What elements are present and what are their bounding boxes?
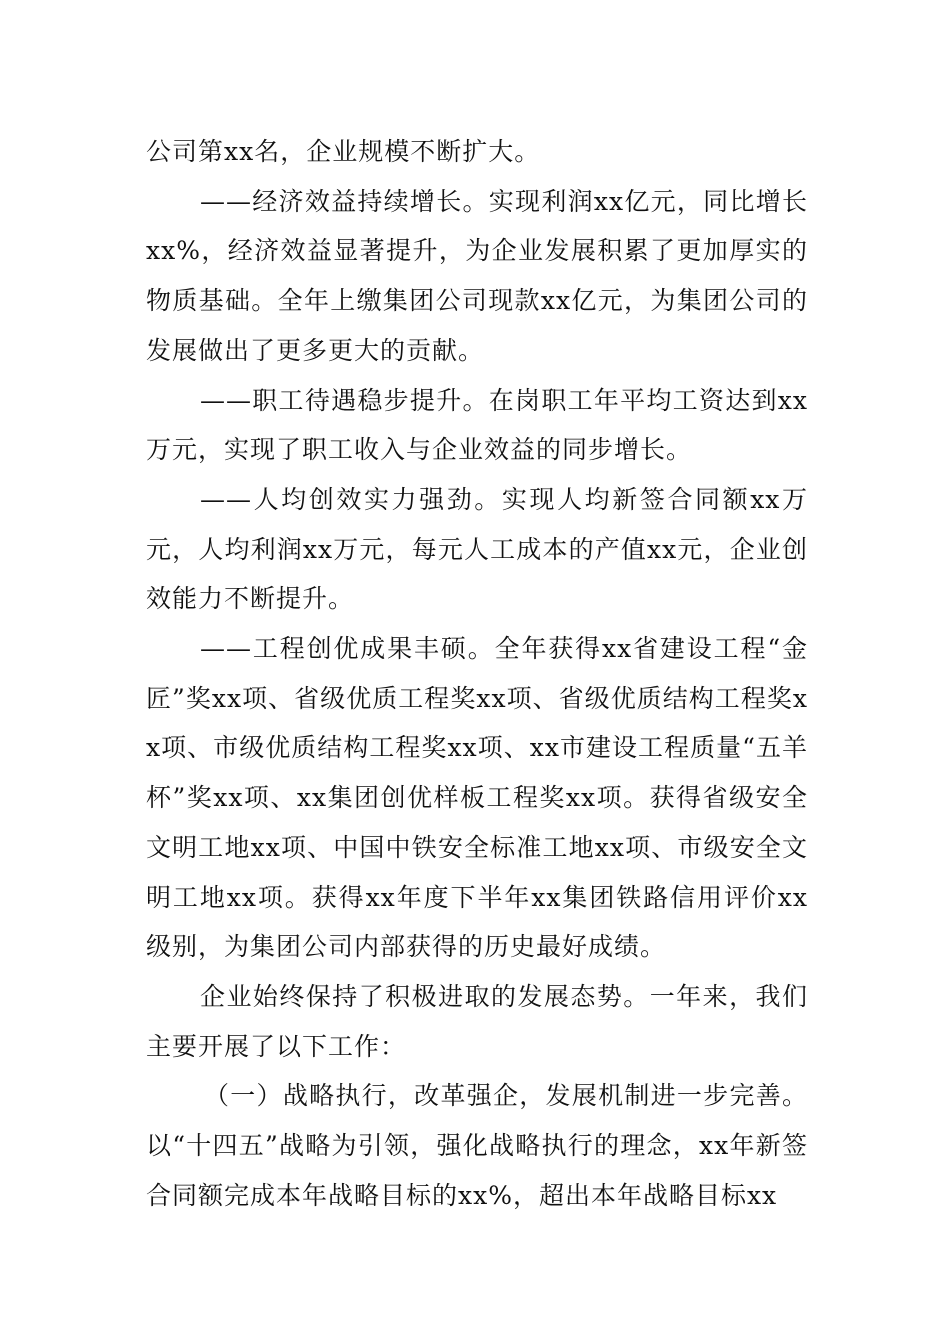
paragraph-per-capita-efficiency: ——人均创效实力强劲。实现人均新签合同额xx万元，人均利润xx万元，每元人工成本的产值xx元，企业创效能力不断提升。 <box>146 484 808 614</box>
document-body <box>146 127 808 1220</box>
paragraph-economic-benefit: ——经济效益持续增长。实现利润xx亿元，同比增长xx%，经济效益显著提升，为企业发展积累了更加厚实的物质基础。全年上缴集团公司现款xx亿元，为集团公司的发展做出了更多更大的贡献。 <box>146 186 808 365</box>
paragraph-continuation: 公司第xx名，企业规模不断扩大。 <box>146 137 541 166</box>
paragraph-engineering-awards: ——工程创优成果丰硕。全年获得xx省建设工程“金匠”奖xx项、省级优质工程奖xx项、省级优质结构工程奖xx项、市级优质结构工程奖xx项、xx市建设工程质量“五羊杯”奖xx项、xx集团创优样板工程奖xx项。获得省级安全文明工地xx项、中国中铁安全标准工地xx项、市级安全文明工地xx项。获得xx年度下半年xx集团铁路信用评价xx级别，为集团公司内部获得的历史最好成绩。 <box>146 634 808 962</box>
paragraph-employee-treatment: ——职工待遇稳步提升。在岗职工年平均工资达到xx万元，实现了职工收入与企业效益的同步增长。 <box>146 385 808 465</box>
paragraph-development-momentum: 企业始终保持了积极进取的发展态势。一年来，我们主要开展了以下工作： <box>146 981 808 1061</box>
paragraph-strategy-execution: （一）战略执行，改革强企，发展机制进一步完善。以“十四五”战略为引领，强化战略执行的理念，xx年新签合同额完成本年战略目标的xx%，超出本年战略目标xx <box>146 1081 808 1210</box>
